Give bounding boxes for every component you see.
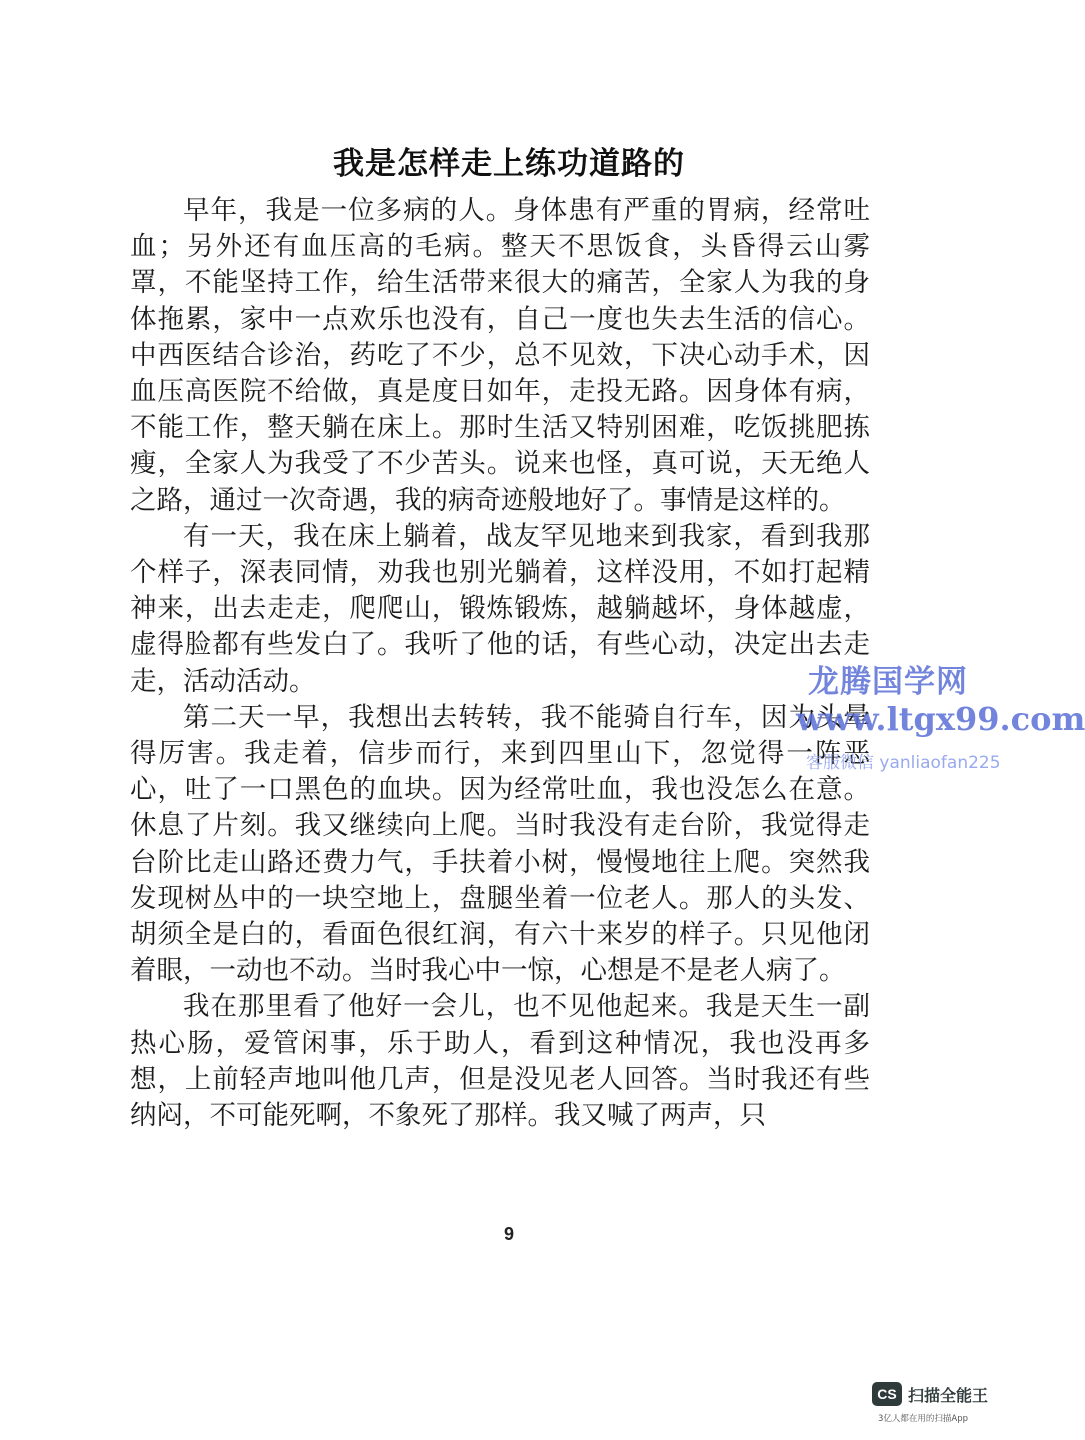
paragraph-3: 第二天一早，我想出去转转，我不能骑自行车，因为头晕得厉害。我走着，信步而行，来到四里山下，忽觉得一阵恶心，吐了一口黑色的血块。因为经常吐血，我也没怎么在意。休息了片刻。我又继续向上爬。当时我没有走台阶，我觉得走台阶比走山路还费力气，手扶着小树，慢慢地往上爬。突然我发现树丛中的一块空地上，盘腿坐着一位老人。那人的头发、胡须全是白的，看面色很红润，有六十来岁的样子。只见他闭着眼，一动也不动。当时我心中一惊，心想是不是老人病了。 bbox=[130, 701, 870, 987]
cs-logo-icon: CS bbox=[872, 1382, 902, 1406]
page-number: 9 bbox=[503, 1224, 514, 1244]
watermark-site-name: 龙腾国学网 bbox=[808, 664, 968, 700]
scanner-app-badge bbox=[872, 1382, 1004, 1430]
scanner-app-tagline: 3亿人都在用的扫描App bbox=[878, 1414, 969, 1424]
watermark-contact: 客服微信 yanliaofan225 bbox=[806, 753, 1001, 773]
document-title: 我是怎样走上练功道路的 bbox=[333, 146, 685, 182]
watermark-url: www.ltgx99.com bbox=[796, 700, 1085, 738]
paragraph-4: 我在那里看了他好一会儿，也不见他起来。我是天生一副热心肠，爱管闲事，乐于助人，看到这种情况，我也没再多想，上前轻声地叫他几声，但是没见老人回答。当时我还有些纳闷，不可能死啊，不象死了那样。我又喊了两声，只 bbox=[130, 991, 870, 1132]
document-body bbox=[130, 193, 870, 1134]
scanner-app-name: 扫描全能王 bbox=[908, 1386, 989, 1405]
paragraph-2: 有一天，我在床上躺着，战友罕见地来到我家，看到我那个样子，深表同情，劝我也别光躺着，这样没用，不如打起精神来，出去走走，爬爬山，锻炼锻炼，越躺越坏，身体越虚，虚得脸都有些发白了。我听了他的话，有些心动，决定出去走走，活动活动。 bbox=[130, 520, 870, 697]
paragraph-1: 早年，我是一位多病的人。身体患有严重的胃病，经常吐血；另外还有血压高的毛病。整天不思饭食，头昏得云山雾罩，不能坚持工作，给生活带来很大的痛苦，全家人为我的身体拖累，家中一点欢乐也没有，自己一度也失去生活的信心。中西医结合诊治，药吃了不少，总不见效，下决心动手术，因血压高医院不给做，真是度日如年，走投无路。因身体有病，不能工作，整天躺在床上。那时生活又特别困难，吃饭挑肥拣瘦，全家人为我受了不少苦头。说来也怪，真可说，天无绝人之路，通过一次奇遇，我的病奇迹般地好了。事情是这样的。 bbox=[130, 195, 870, 516]
